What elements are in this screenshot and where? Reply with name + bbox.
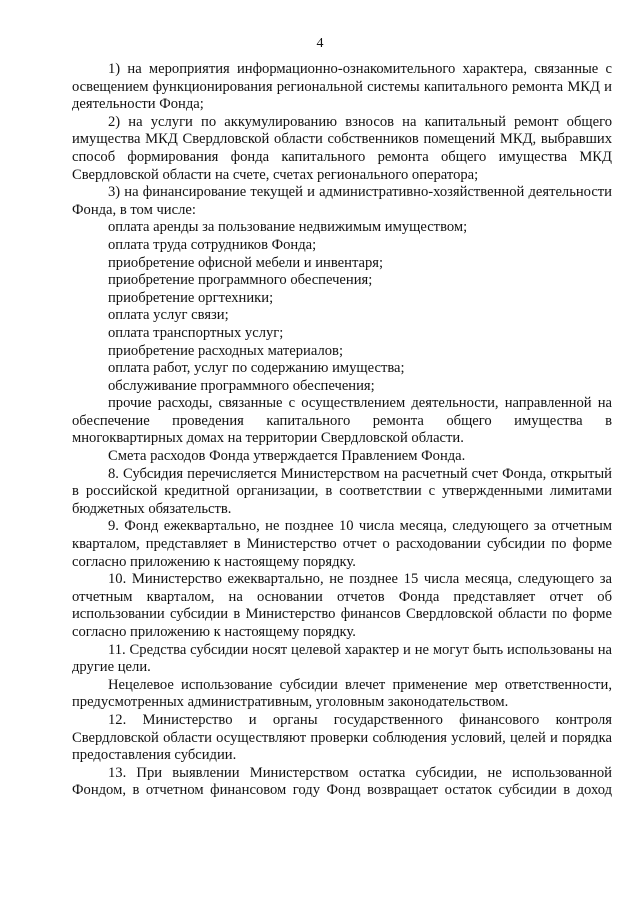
list-item: приобретение расходных материалов; [108, 342, 344, 359]
list-item: приобретение оргтехники; [108, 289, 274, 306]
paragraph: 1) на мероприятия информационно-ознакомительного характера, связанные с освещением функционирования региональной системы капитального ремонта МКД и деятельности Фонда; [72, 61, 612, 113]
paragraph: 11. Средства субсидии носят целевой характер и не могут быть использованы на другие цели. [72, 641, 612, 676]
list-item: оплата транспортных услуг; [108, 324, 284, 341]
list-item: обслуживание программного обеспечения; [108, 377, 375, 394]
paragraph: 8. Субсидия перечисляется Министерством на расчетный счет Фонда, открытый в российской кредитной организации, в соответствии с утвержденными лимитами бюджетных обязательств. [72, 465, 612, 517]
list-item: оплата аренды за пользование недвижимым имуществом; [108, 219, 468, 236]
paragraph: 12. Министерство и органы государственного финансового контроля Свердловской области осуществляют проверки соблюдения условий, целей и порядка предоставления субсидии. [72, 711, 612, 764]
page-number: 4 [316, 36, 324, 51]
list-item: приобретение офисной мебели и инвентаря; [108, 254, 384, 271]
paragraph: 10. Министерство ежеквартально, не позднее 15 числа месяца, следующего за отчетным кварталом, на основании отчетов Фонда представляет отчет об использовании субсидии в Министерство финансов Свердловской области по форме согласно приложению к настоящему порядку. [72, 571, 612, 640]
paragraph: Нецелевое использование субсидии влечет применение мер ответственности, предусмотренных административным, уголовным законодательством. [72, 676, 612, 711]
paragraph: 2) на услуги по аккумулированию взносов на капитальный ремонт общего имущества МКД Свердловской области собственников помещений МКД, выбравших способ формирования фонда капитального ремонта общего имущества МКД Свердловской области на счете, счетах регионального оператора; [72, 113, 612, 183]
list-item: оплата работ, услуг по содержанию имущества; [108, 360, 405, 377]
paragraph: Смета расходов Фонда утверждается Правлением Фонда. [108, 448, 466, 465]
document-body [72, 61, 612, 800]
list-item: оплата труда сотрудников Фонда; [108, 236, 317, 253]
list-item: приобретение программного обеспечения; [108, 272, 373, 289]
list-item: оплата услуг связи; [108, 307, 229, 324]
paragraph: 13. При выявлении Министерством остатка субсидии, не использованной Фондом, в отчетном финансовом году Фонд возвращает остаток субсидии в доход [72, 764, 612, 799]
paragraph: 3) на финансирование текущей и административно-хозяйственной деятельности Фонда, в том числе: [72, 184, 612, 218]
paragraph: 9. Фонд ежеквартально, не позднее 10 числа месяца, следующего за отчетным кварталом, представляет в Министерство отчет о расходовании субсидии по форме согласно приложению к настоящему порядку. [72, 518, 612, 570]
paragraph: прочие расходы, связанные с осуществлением деятельности, направленной на обеспечение проведения капитального ремонта общего имущества в многоквартирных домах на территории Свердловской области. [72, 395, 612, 447]
